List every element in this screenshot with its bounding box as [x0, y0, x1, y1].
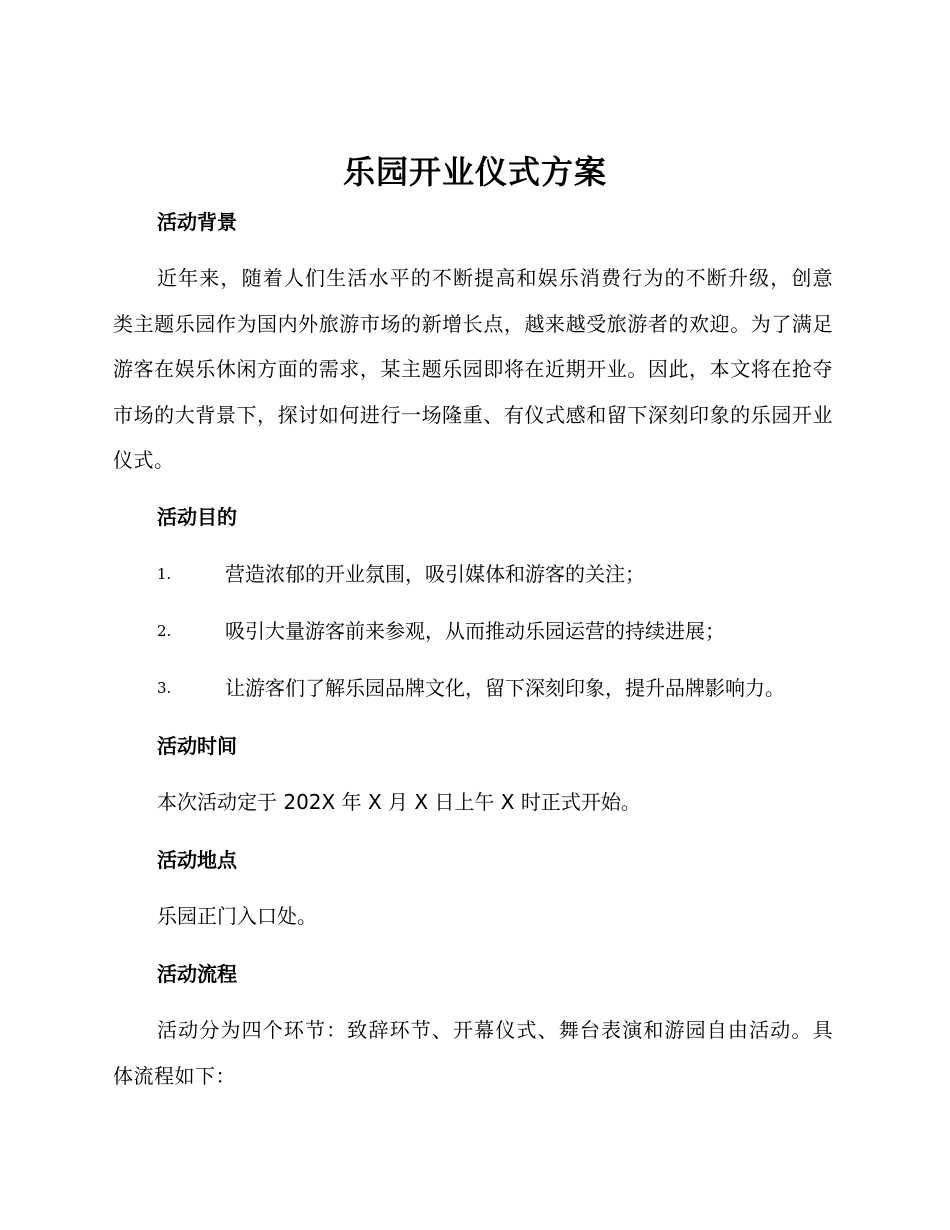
- list-item: [157, 673, 785, 703]
- list-item-text: 让游客们了解乐园品牌文化，留下深刻印象，提升品牌影响力。: [225, 676, 785, 700]
- time-paragraph: 本次活动定于 202X 年 X 月 X 日上午 X 时正式开始。: [157, 790, 641, 814]
- section-heading-time: 活动时间: [157, 734, 237, 758]
- list-item: [157, 559, 645, 589]
- list-item-number: 2.: [157, 622, 172, 640]
- list-item-number: 1.: [157, 565, 172, 583]
- section-heading-location: 活动地点: [157, 848, 237, 872]
- background-paragraph: 近年来，随着人们生活水平的不断提高和娱乐消费行为的不断升级，创意类主题乐园作为国内外旅游市场的新增长点，越来越受旅游者的欢迎。为了满足游客在娱乐休闲方面的需求，某主题乐园即将在近期开业。因此，本文将在抢夺市场的大背景下，探讨如何进行一场隆重、有仪式感和留下深刻印象的乐园开业仪式。: [113, 266, 833, 472]
- list-item-text: 营造浓郁的开业氛围，吸引媒体和游客的关注；: [225, 562, 645, 586]
- section-heading-background: 活动背景: [157, 210, 237, 234]
- list-item-text: 吸引大量游客前来参观，从而推动乐园运营的持续进展；: [225, 619, 725, 643]
- document-title: 乐园开业仪式方案: [342, 153, 607, 191]
- location-paragraph: 乐园正门入口处。: [157, 904, 317, 928]
- list-item-number: 3.: [157, 679, 172, 697]
- section-heading-purpose: 活动目的: [157, 505, 237, 529]
- section-heading-process: 活动流程: [157, 962, 237, 986]
- process-paragraph: 活动分为四个环节：致辞环节、开幕仪式、舞台表演和游园自由活动。具体流程如下：: [113, 1018, 833, 1088]
- list-item: [157, 616, 725, 646]
